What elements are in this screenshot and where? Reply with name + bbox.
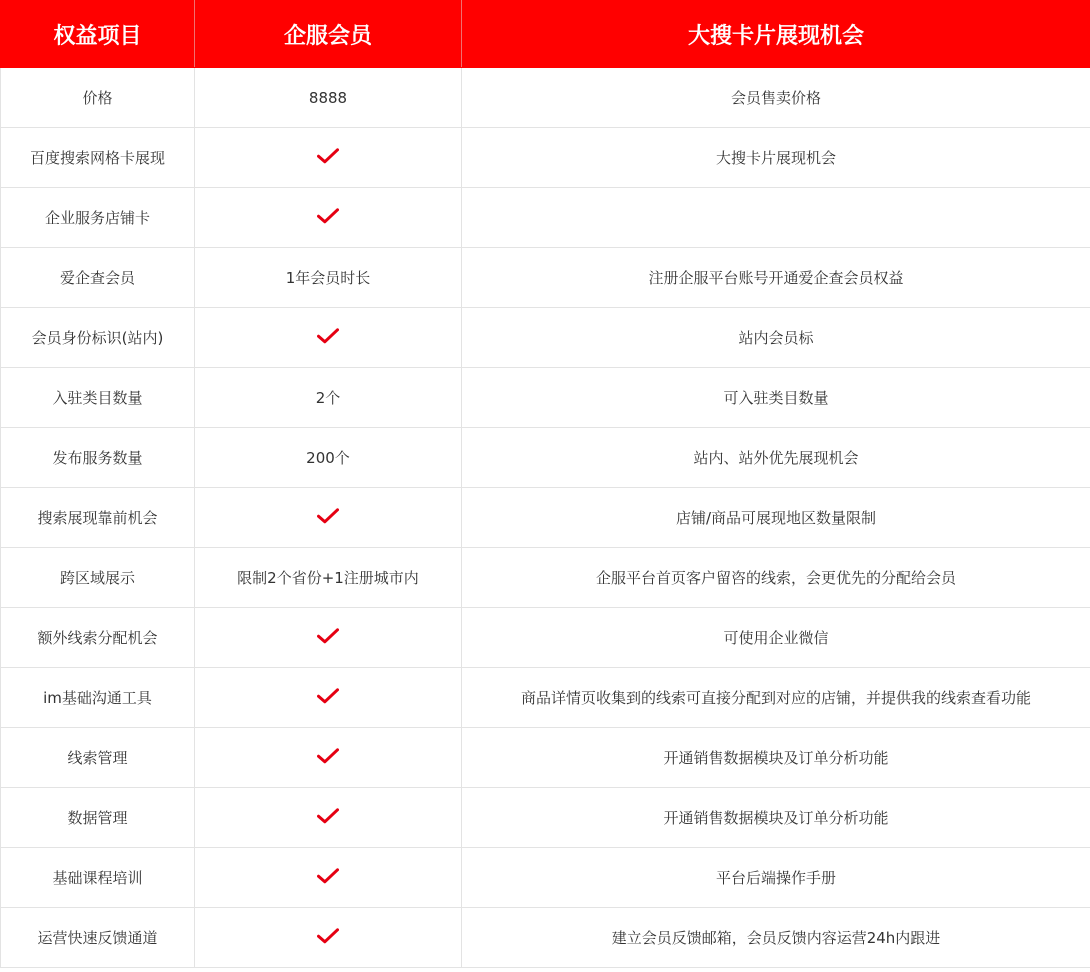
member-value-cell — [195, 488, 462, 548]
checkmark-icon — [317, 628, 339, 648]
benefit-item-cell: 入驻类目数量 — [1, 368, 195, 428]
checkmark-icon — [317, 148, 339, 168]
checkmark-icon — [317, 688, 339, 708]
member-value-cell: 2个 — [195, 368, 462, 428]
description-cell: 会员售卖价格 — [462, 68, 1090, 128]
member-value-cell: 8888 — [195, 68, 462, 128]
member-value-cell — [195, 308, 462, 368]
benefit-item-cell: 跨区域展示 — [1, 548, 195, 608]
member-value-cell — [195, 188, 462, 248]
benefit-item-cell: 企业服务店铺卡 — [1, 188, 195, 248]
header-search-card-exposure: 大搜卡片展现机会 — [462, 1, 1090, 68]
table-row — [1, 668, 1090, 728]
benefit-item-cell: 会员身份标识(站内) — [1, 308, 195, 368]
checkmark-icon — [317, 328, 339, 348]
description-cell: 开通销售数据模块及订单分析功能 — [462, 788, 1090, 848]
benefit-item-cell: 运营快速反馈通道 — [1, 908, 195, 968]
table-row — [1, 848, 1090, 908]
table-row — [1, 368, 1090, 428]
description-cell: 开通销售数据模块及订单分析功能 — [462, 728, 1090, 788]
checkmark-icon — [317, 208, 339, 228]
table-body — [1, 68, 1090, 968]
benefit-item-cell: 搜索展现靠前机会 — [1, 488, 195, 548]
description-cell: 注册企服平台账号开通爱企查会员权益 — [462, 248, 1090, 308]
member-value-cell — [195, 788, 462, 848]
table-row — [1, 908, 1090, 968]
benefit-item-cell: 百度搜索网格卡展现 — [1, 128, 195, 188]
benefit-item-cell: 基础课程培训 — [1, 848, 195, 908]
member-value-cell — [195, 908, 462, 968]
header-enterprise-member: 企服会员 — [195, 1, 462, 68]
description-cell: 商品详情页收集到的线索可直接分配到对应的店铺，并提供我的线索查看功能 — [462, 668, 1090, 728]
table-row — [1, 728, 1090, 788]
checkmark-icon — [317, 868, 339, 888]
member-value-cell: 1年会员时长 — [195, 248, 462, 308]
member-value-cell — [195, 728, 462, 788]
table-row — [1, 188, 1090, 248]
table-row — [1, 788, 1090, 848]
benefit-item-cell: 额外线索分配机会 — [1, 608, 195, 668]
checkmark-icon — [317, 748, 339, 768]
table-row — [1, 608, 1090, 668]
table-row — [1, 548, 1090, 608]
table-row — [1, 128, 1090, 188]
description-cell: 建立会员反馈邮箱，会员反馈内容运营24h内跟进 — [462, 908, 1090, 968]
header-row — [1, 1, 1090, 68]
description-cell — [462, 188, 1090, 248]
benefit-item-cell: 爱企查会员 — [1, 248, 195, 308]
table-row — [1, 428, 1090, 488]
header-benefit-item: 权益项目 — [1, 1, 195, 68]
description-cell: 可使用企业微信 — [462, 608, 1090, 668]
table-row — [1, 248, 1090, 308]
member-value-cell — [195, 608, 462, 668]
table-row — [1, 488, 1090, 548]
checkmark-icon — [317, 928, 339, 948]
description-cell: 站内会员标 — [462, 308, 1090, 368]
checkmark-icon — [317, 808, 339, 828]
member-value-cell — [195, 848, 462, 908]
benefit-item-cell: 线索管理 — [1, 728, 195, 788]
table-row — [1, 68, 1090, 128]
benefit-item-cell: 价格 — [1, 68, 195, 128]
checkmark-icon — [317, 508, 339, 528]
member-value-cell — [195, 668, 462, 728]
benefit-item-cell: 数据管理 — [1, 788, 195, 848]
member-value-cell: 200个 — [195, 428, 462, 488]
description-cell: 站内、站外优先展现机会 — [462, 428, 1090, 488]
description-cell: 可入驻类目数量 — [462, 368, 1090, 428]
member-value-cell: 限制2个省份+1注册城市内 — [195, 548, 462, 608]
member-value-cell — [195, 128, 462, 188]
description-cell: 企服平台首页客户留咨的线索，会更优先的分配给会员 — [462, 548, 1090, 608]
table-header — [1, 1, 1090, 68]
table-row — [1, 308, 1090, 368]
benefit-item-cell: 发布服务数量 — [1, 428, 195, 488]
description-cell: 大搜卡片展现机会 — [462, 128, 1090, 188]
benefit-item-cell: im基础沟通工具 — [1, 668, 195, 728]
description-cell: 店铺/商品可展现地区数量限制 — [462, 488, 1090, 548]
description-cell: 平台后端操作手册 — [462, 848, 1090, 908]
